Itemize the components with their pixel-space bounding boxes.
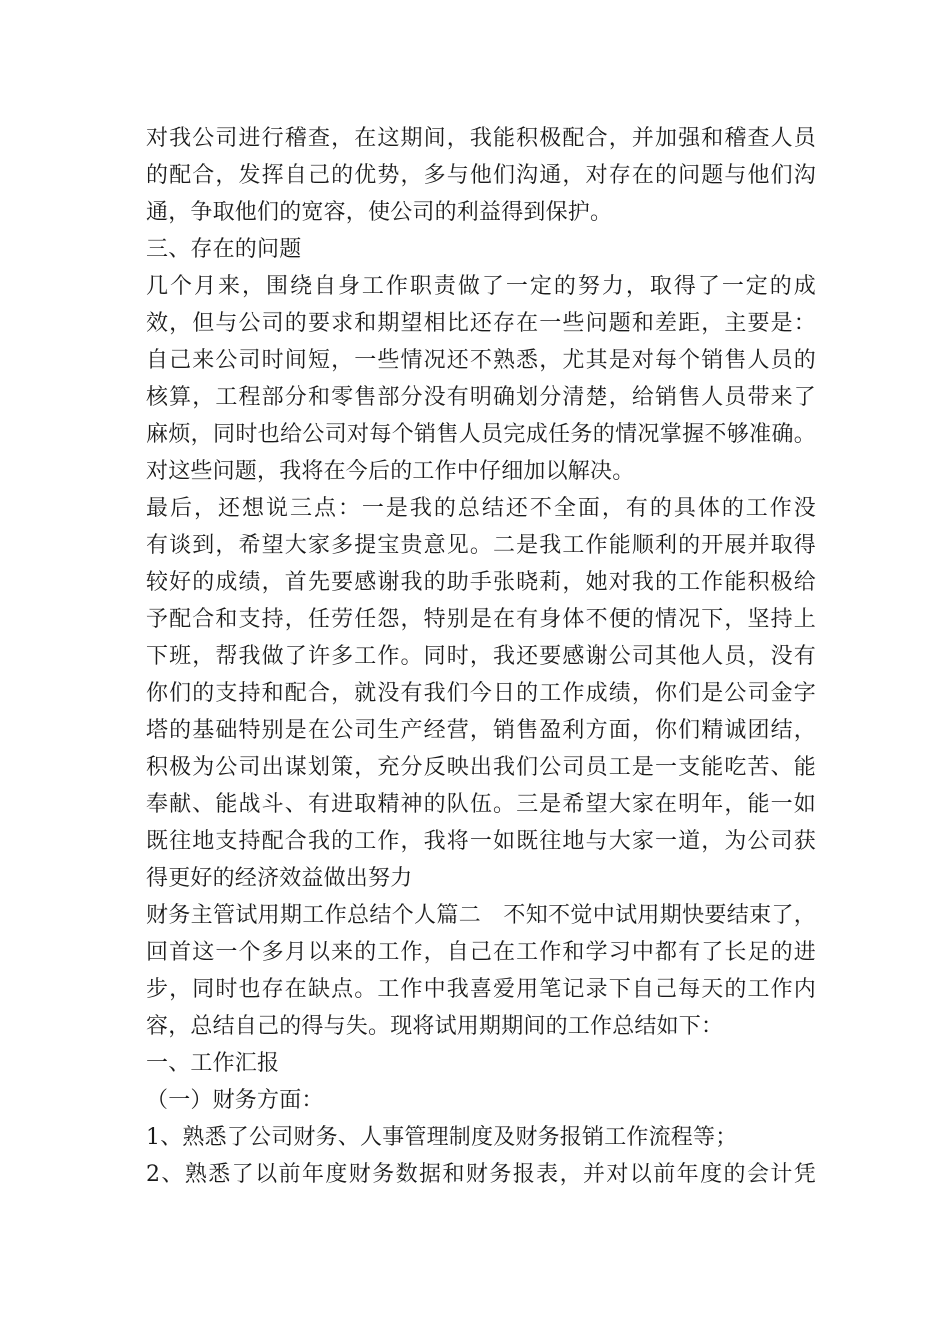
text-line: 你们的支持和配合，就没有我们今日的工作成绩，你们是公司金字: [146, 681, 816, 706]
text-line: 核算，工程部分和零售部分没有明确划分清楚，给销售人员带来了: [146, 385, 816, 410]
text-line: 的配合，发挥自己的优势，多与他们沟通，对存在的问题与他们沟: [146, 163, 816, 188]
text-line: 较好的成绩，首先要感谢我的助手张晓莉，她对我的工作能积极给: [146, 570, 816, 595]
text-line: 几个月来，围绕自身工作职责做了一定的努力，取得了一定的成: [146, 274, 816, 299]
text-line: 三、存在的问题: [146, 237, 302, 262]
text-line: 通，争取他们的宽容，使公司的利益得到保护。: [146, 200, 613, 225]
text-line: 奉献、能战斗、有进取精神的队伍。三是希望大家在明年，能一如: [146, 792, 816, 817]
text-line: 自己来公司时间短，一些情况还不熟悉，尤其是对每个销售人员的: [146, 348, 816, 373]
text-line: 积极为公司出谋划策，充分反映出我们公司员工是一支能吃苦、能: [146, 755, 816, 780]
text-line: 麻烦，同时也给公司对每个销售人员完成任务的情况掌握不够准确。: [146, 422, 816, 447]
text-line: 下班，帮我做了许多工作。同时，我还要感谢公司其他人员，没有: [146, 644, 816, 669]
document-body: [146, 120, 816, 1193]
text-line: 对这些问题，我将在今后的工作中仔细加以解决。: [146, 459, 635, 484]
text-line: 最后，还想说三点：一是我的总结还不全面，有的具体的工作没: [146, 496, 816, 521]
text-line: 1、熟悉了公司财务、人事管理制度及财务报销工作流程等；: [146, 1125, 738, 1150]
text-line: 得更好的经济效益做出努力: [146, 866, 413, 891]
text-line: 予配合和支持，任劳任怨，特别是在有身体不便的情况下，坚持上: [146, 607, 816, 632]
text-line: 财务主管试用期工作总结个人篇二 不知不觉中试用期快要结束了，: [146, 903, 816, 928]
text-line: 2、熟悉了以前年度财务数据和财务报表，并对以前年度的会计凭: [146, 1162, 816, 1187]
text-line: 一、工作汇报: [146, 1051, 280, 1076]
text-line: 步，同时也存在缺点。工作中我喜爱用笔记录下自己每天的工作内: [146, 977, 816, 1002]
text-line: 塔的基础特别是在公司生产经营，销售盈利方面，你们精诚团结，: [146, 718, 816, 743]
text-line: （一）财务方面：: [146, 1088, 324, 1113]
text-line: 有谈到，希望大家多提宝贵意见。二是我工作能顺利的开展并取得: [146, 533, 816, 558]
text-line: 容，总结自己的得与失。现将试用期期间的工作总结如下：: [146, 1014, 724, 1039]
text-line: 效，但与公司的要求和期望相比还存在一些问题和差距，主要是：: [146, 311, 816, 336]
text-line: 回首这一个多月以来的工作，自己在工作和学习中都有了长足的进: [146, 940, 816, 965]
text-line: 对我公司进行稽查，在这期间，我能积极配合，并加强和稽查人员: [146, 126, 816, 151]
text-line: 既往地支持配合我的工作，我将一如既往地与大家一道，为公司获: [146, 829, 816, 854]
